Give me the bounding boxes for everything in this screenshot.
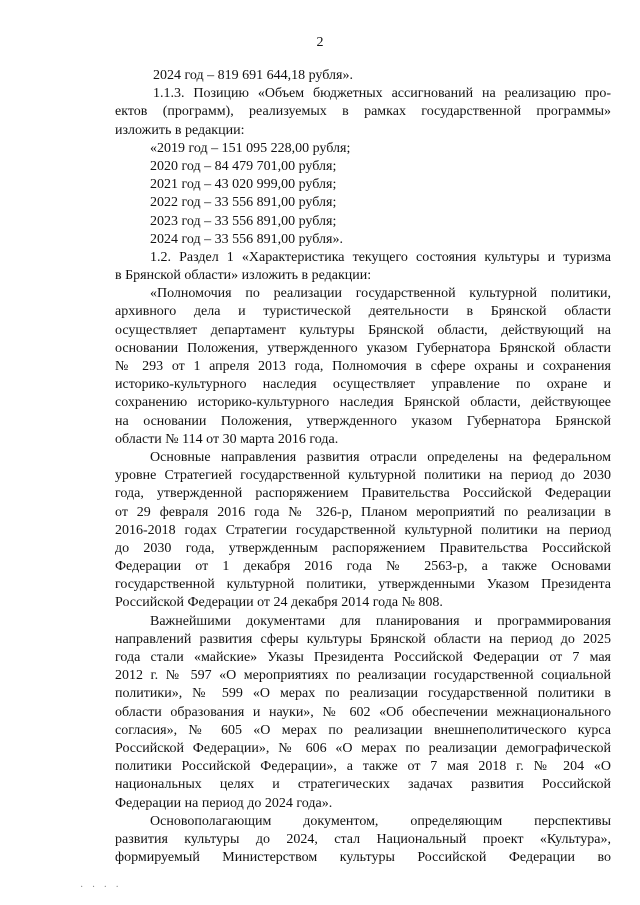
text-line: Российской Федерации от 24 декабря 2014 года № 808. [115,595,443,611]
text-line: Основные направления развития отрасли определены на федеральном [150,449,611,465]
text-line: 2023 год – 33 556 891,00 рубля; [150,213,337,229]
text-line: до 2030 года, утвержденным распоряжением Правительства Российской [115,540,611,556]
text-line: историко-культурного наследия осуществляет управление по охране и [115,377,611,393]
text-line: Важнейшими документами для планирования и программирования [150,613,611,629]
text-line: 2022 год – 33 556 891,00 рубля; [150,195,337,211]
text-line: согласия», № 605 «О мерах по реализации внешнеполитического курса [115,722,611,738]
text-line: Федерации от 1 декабря 2016 года № 2563-р, а также Основами [115,559,611,575]
text-line: государственной культурной политики, утвержденными Указом Президента [115,577,611,593]
text-line: изложить в редакции: [115,122,245,138]
text-line: 1.1.3. Позицию «Объем бюджетных ассигнований на реализацию про- [153,86,611,102]
text-line: сохранению историко-культурного наследия Брянской области, действующее [115,395,611,411]
text-line: «Полномочия по реализации государственной культурной политики, [150,286,611,302]
text-line: направлений развития сферы культуры Брянской области на период до 2025 [115,631,611,647]
text-line: формируемый Министерством культуры Российской Федерации во [115,850,611,866]
text-line: области № 114 от 30 марта 2016 года. [115,431,339,447]
text-line: 1.2. Раздел 1 «Характеристика текущего состояния культуры и туризма [150,249,611,265]
text-line: Федерации на период до 2024 года». [115,795,333,811]
text-line: в Брянской области» изложить в редакции: [115,268,372,284]
text-line: политики», № 599 «О мерах по реализации государственной политики в [115,686,611,702]
text-line: ектов (программ), реализуемых в рамках государственной программы» [115,104,611,120]
text-line: № 293 от 1 апреля 2013 года, Полномочия в сфере охраны и сохранения [115,359,611,374]
text-line: 2021 год – 43 020 999,00 рубля; [150,177,337,193]
text-line: «2019 год – 151 095 228,00 рубля; [150,140,351,156]
text-line: 2024 год – 819 691 644,18 рубля». [153,68,353,83]
text-line: основании Положения, утвержденного указом Губернатора Брянской области [115,340,611,356]
text-line: национальных целях и стратегических задачах развития Российской [115,777,611,793]
bottom-scan-fragment: · · · · [80,882,122,893]
document-body [115,67,611,867]
text-line: архивного дела и туристической деятельности в Брянской области [115,304,611,320]
text-line: 2012 г. № 597 «О мероприятиях по реализации государственной социальной [115,668,611,684]
text-line: развития культуры до 2024, стал Национальный проект «Культура», [115,831,611,847]
text-line: 2016-2018 годах Стратегии государственной культурной политики на период [115,522,611,538]
text-line: года стали «майские» Указы Президента Российской Федерации от 7 мая [115,650,611,665]
text-line: на основании Положения, утвержденного указом Губернатора Брянской [115,413,611,429]
text-line: области образования и науки», № 602 «Об обеспечении межнационального [115,704,611,720]
text-line: политики Российской Федерации», а также от 7 мая 2018 г. № 204 «О [115,759,611,775]
text-line: Основополагающим документом, определяющим перспективы [150,813,611,829]
text-line: Российской Федерации», № 606 «О мерах по реализации демографической [115,740,611,756]
text-line: уровне Стратегией государственной культурной политики на период до 2030 [115,468,611,484]
text-line: 2024 год – 33 556 891,00 рубля». [150,231,343,247]
text-line: осуществляет департамент культуры Брянской области, действующий на [115,322,611,338]
page-number: 2 [316,35,324,50]
text-line: от 29 февраля 2016 года № 326-р, Планом мероприятий по реализации в [115,504,611,520]
text-line: 2020 год – 84 479 701,00 рубля; [150,158,337,174]
text-line: года, утвержденной распоряжением Правительства Российской Федерации [115,486,611,502]
